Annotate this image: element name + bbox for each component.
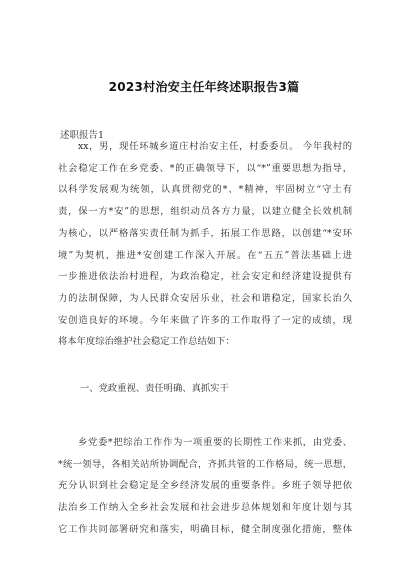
paragraph-line: 以科学发展观为统领，认真贯彻党的*、*精神，牢固树立“守土有	[58, 184, 352, 196]
document-title: 2023村治安主任年终述职报告3篇	[108, 80, 300, 94]
paragraph-line: 法治乡工作纳入全乡社会发展和社会进步总体规划和年度计划与其	[58, 502, 352, 514]
paragraph-1	[58, 136, 352, 353]
paragraph-line: 它工作共同部署研究和落实，明确目标，健全制度强化措施，整体	[58, 523, 352, 535]
section-label: 述职报告1	[60, 130, 105, 141]
paragraph-line: 社会稳定工作在乡党委、*的正确领导下，以“*”重要思想为指导，	[58, 162, 352, 174]
paragraph-line: 责，保一方*安”的思想，组织动员各方力量，以建立健全长效机制	[58, 206, 352, 218]
paragraph-line: 充分认识到社会稳定是全乡经济发展的重要条件。乡班子领导把依	[58, 480, 352, 492]
paragraph-line: 境”为契机，推进*安创建工作深入开展。在“五五”普法基础上进	[58, 249, 352, 261]
paragraph-line: xx，男，现任环城乡道庄村治安主任，村委委员。 今年我村的	[78, 141, 352, 152]
paragraph-line: 安创造良好的环境。今年来做了许多的工作取得了一定的成绩，现	[58, 314, 352, 326]
paragraph-line: 将本年度综治维护社会稳定工作总结如下：	[58, 336, 235, 348]
paragraph-line: 乡党委*把综治工作作为一项重要的长期性工作来抓，由党委、	[78, 437, 352, 448]
section-heading: 一、党政重视、责任明确、真抓实干	[80, 383, 229, 394]
paragraph-line: 为核心，以严格落实责任制为抓手，拓展工作思路，以创建“*安环	[58, 227, 352, 239]
paragraph-line: 一步推进依法治村进程，为政治稳定，社会安定和经济建设提供有	[58, 271, 352, 283]
paragraph-line: 力的法制保障，为人民群众安居乐业，社会和谐稳定，国家长治久	[58, 292, 352, 304]
paragraph-line: *统一领导，各相关站所协调配合，齐抓共管的工作格局，统一思想，	[58, 458, 352, 470]
paragraph-2	[58, 432, 352, 541]
